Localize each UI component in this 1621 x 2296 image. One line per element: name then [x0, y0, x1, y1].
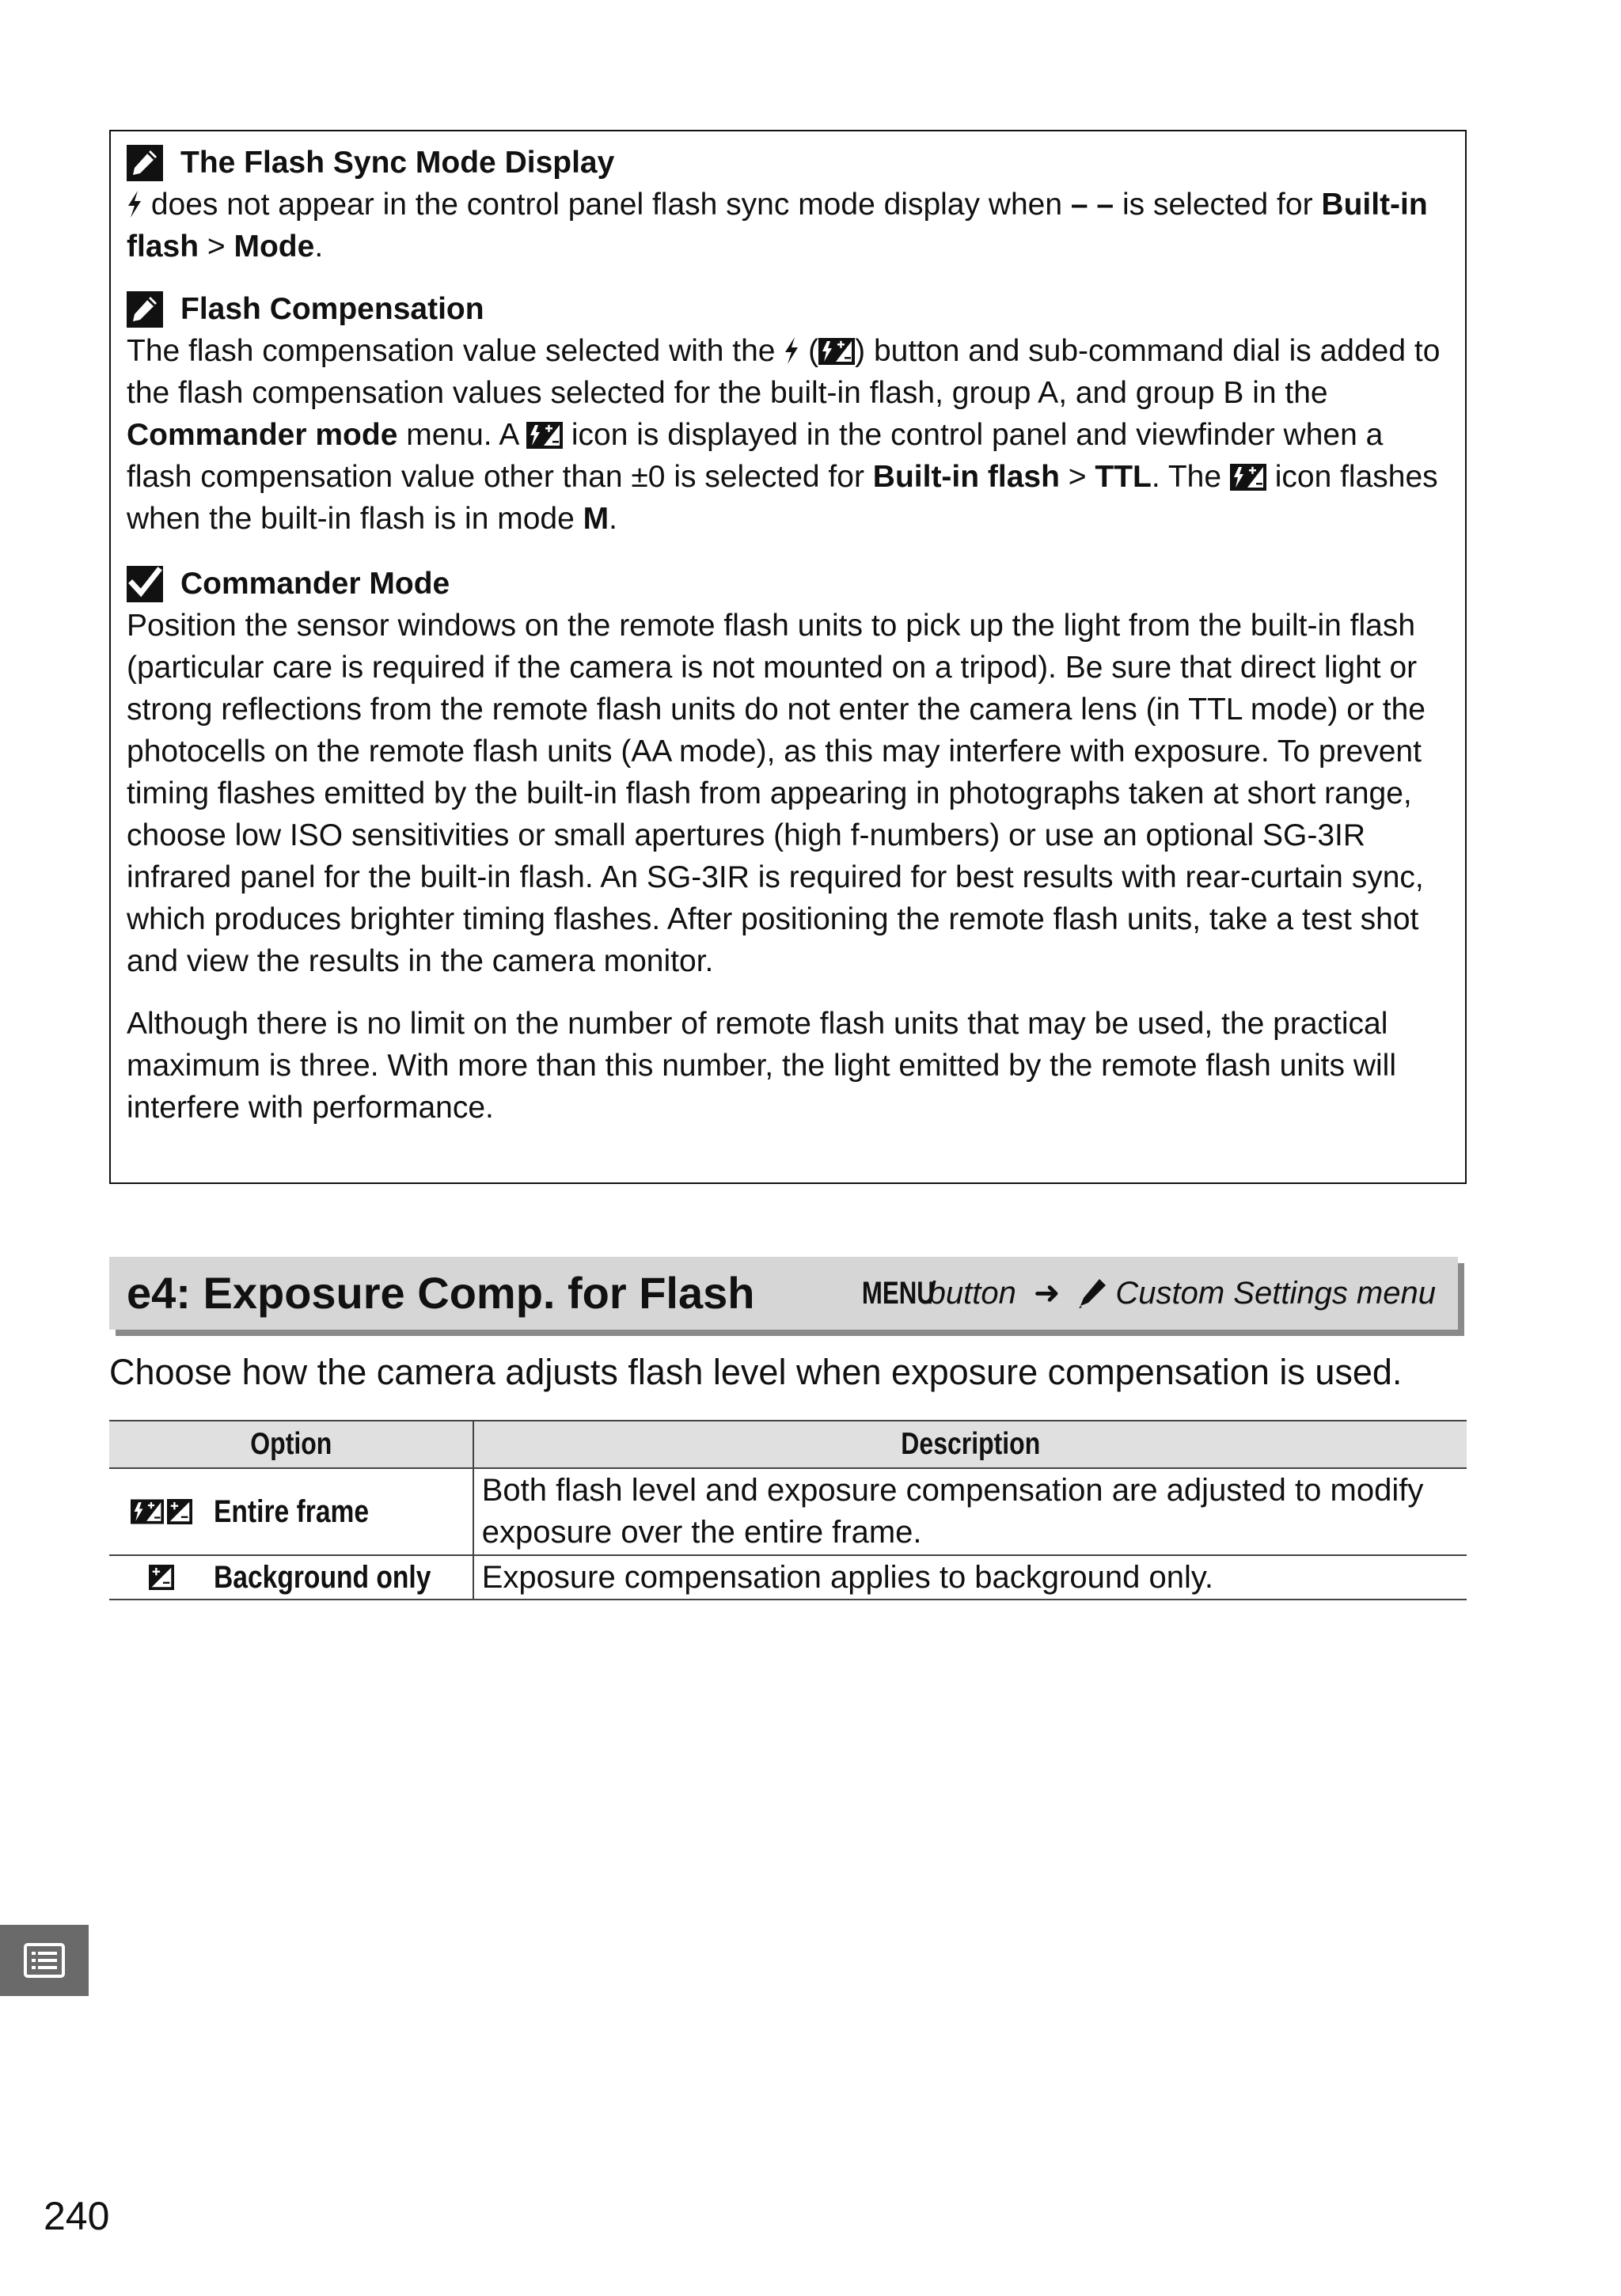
pencil-note-icon	[127, 291, 163, 328]
menu-name: Custom Settings menu	[1115, 1275, 1436, 1311]
flash-compensation-icon	[131, 1499, 164, 1524]
options-table	[109, 1420, 1467, 1600]
note-body: The flash compensation value selected with the ( ) button and sub-command dial is added to the flash compensation values selected for the built-in flash, group A, and group B in the Commander mode menu. A icon is displayed in the control panel and viewfinder when a flash compensation value other than ±0 is selected for Built-in flash > TTL. The icon flashes when the built-in flash is in mode M.	[127, 334, 1441, 536]
note-title: The Flash Sync Mode Display	[180, 146, 615, 180]
header-description: Description	[473, 1421, 1467, 1468]
exposure-compensation-icon	[148, 1565, 175, 1590]
option-name: Entire frame	[214, 1493, 370, 1529]
note-body: Although there is no limit on the number of remote flash units that may be used, the practical maximum is three. With more than this number, the light emitted by the remote flash units will interfere with performance.	[127, 1007, 1396, 1125]
note-commander-mode	[127, 563, 1448, 1129]
note-heading	[127, 563, 1448, 605]
page-number: 240	[44, 2194, 110, 2238]
custom-settings-menu-icon	[23, 1942, 66, 1979]
description-cell: Exposure compensation applies to background only.	[473, 1555, 1467, 1600]
note-title: Commander Mode	[180, 567, 450, 601]
section-title: e4: Exposure Comp. for Flash	[127, 1268, 755, 1318]
menu-button-label: MENU	[861, 1275, 935, 1311]
note-heading	[127, 142, 1448, 184]
table-row	[109, 1555, 1467, 1600]
pencil-note-icon	[127, 145, 163, 181]
exposure-compensation-icon	[166, 1499, 193, 1524]
note-body: Position the sensor windows on the remote flash units to pick up the light from the built-in flash (particular care is required if the camera is not mounted on a tripod). Be sure that direct light or strong reflections from the remote flash units do not enter the camera lens (in TTL mode) or the photocells on the remote flash units (AA mode), as this may interfere with exposure. To prevent timing flashes emitted by the built-in flash from appearing in photographs taken at short range, choose low ISO sensitivities or small apertures (high f-numbers) or use an optional SG-3IR infrared panel for the built-in flash. An SG-3IR is required for best results with rear-curtain sync, which produces brighter timing flashes. After positioning the remote flash units, take a test shot and view the results in the camera monitor.	[127, 609, 1425, 978]
flash-compensation-icon	[818, 338, 855, 365]
arrow-icon: ➜	[1033, 1276, 1061, 1311]
description-cell: Both flash level and exposure compensation are adjusted to modify exposure over the entire frame.	[473, 1468, 1467, 1555]
flash-compensation-icon	[526, 422, 563, 449]
option-name: Background only	[214, 1559, 431, 1595]
header-option: Option	[109, 1421, 473, 1468]
table-row	[109, 1468, 1467, 1555]
note-body: does not appear in the control panel flash sync mode display when – – is selected for Built-in flash > Mode.	[127, 188, 1428, 264]
option-icons	[109, 1499, 214, 1524]
section-header	[109, 1257, 1458, 1330]
option-cell	[109, 1468, 473, 1555]
flash-icon	[127, 190, 142, 218]
note-flash-sync-mode	[127, 142, 1448, 268]
side-tab[interactable]	[0, 1925, 89, 1996]
option-cell	[109, 1555, 473, 1600]
notes-box	[109, 130, 1467, 1184]
intro-text: Choose how the camera adjusts flash level when exposure compensation is used.	[109, 1352, 1403, 1392]
pencil-icon	[1077, 1277, 1107, 1309]
button-word: button	[928, 1275, 1016, 1311]
table-header-row	[109, 1421, 1467, 1468]
flash-compensation-icon	[1230, 464, 1266, 491]
menu-path	[841, 1257, 1436, 1330]
checkmark-caution-icon	[127, 566, 163, 602]
flash-icon	[784, 336, 799, 365]
note-heading	[127, 288, 1448, 330]
note-flash-compensation	[127, 288, 1448, 540]
note-title: Flash Compensation	[180, 292, 484, 326]
option-icons	[109, 1565, 214, 1590]
